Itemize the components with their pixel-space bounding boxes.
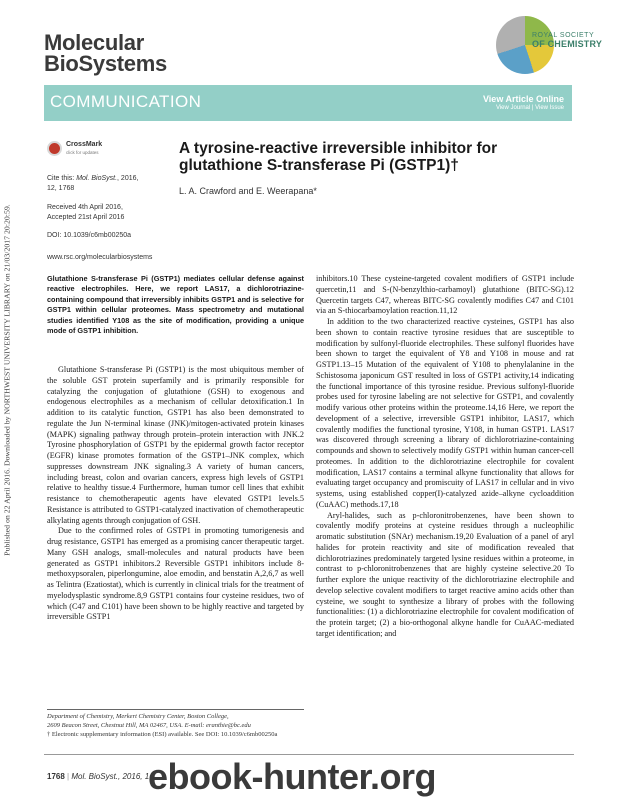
received-date: Received 4th April 2016, — [47, 204, 123, 211]
watermark: ebook-hunter.org — [148, 756, 436, 797]
article-type-banner — [44, 85, 572, 121]
crossmark-badge[interactable] — [47, 140, 109, 158]
body-paragraph: In addition to the two characterized reactive cysteines, GSTP1 has also been shown to contain reactive tyrosine residues that are susceptible to modification by sulfonyl-fluoride electrophiles. These sulfonyl fluorides have been shown to target the equivalent of Y8 and Y108 in mouse and rat GSTP1.13–15 Mutation of the equivalent of Y108 to phenylalanine in the Schistosoma japonicum GST resulted in loss of GSTP1 activity,14 indicating the functional importance of this tyrosine residue. Previous sulfonyl-fluoride probes used for tyrosine labeling are not selective for GSTP1, and covalently modify various other proteins within the proteome.14,16 Here, we report the development of a selective, irreversible GSTP1 inhibitor, LAS17, which covalently modifies the functional tyrosine, Y108, in human GSTP1. LAS17 was discovered through screening a library of dichlorotriazine-containing compounds and shown to selectively modify GSTP1 within human cancer-cell proteomes. In addition to the dichlorotriazine electrophile for covalent modification, LAS17 contains a terminal alkyne functionality that allows for evaluating target occupancy and promiscuity of LAS17 in cellular and in vivo systems, using established copper(I)-catalyzed azide–alkyne cycloaddition (CuAAC) methods.17,18 — [316, 317, 574, 509]
cite-volume-page: 12, 1768 — [47, 184, 75, 192]
cite-label: Cite this: — [47, 175, 75, 182]
article-title-line2: glutathione S-transferase Pi (GSTP1)† — [179, 157, 459, 174]
download-sidebar-text: Published on 22 April 2016. Downloaded by NORTHWEST UNIVERSITY LIBRARY on 21/03/2017 20:20:59. — [2, 204, 12, 556]
view-journal-issue-links[interactable]: View Journal | View Issue — [495, 105, 564, 111]
crossmark-title: CrossMark — [66, 141, 103, 148]
doi[interactable]: DOI: 10.1039/c6mb00250a — [47, 232, 132, 239]
footnotes — [47, 713, 317, 739]
body-column-right — [316, 274, 574, 640]
esi-note: † Electronic supplementary information (ESI) available. See DOI: 10.1039/c6mb00250a — [47, 730, 278, 738]
author-address: 2609 Beacon Street, Chestnut Hill, MA 02467, USA. E-mail: eranthie@bc.edu — [47, 721, 251, 729]
page-footer: 1768 | Mol. BioSyst., 2016, 1 — [47, 772, 150, 781]
footnote-divider — [47, 709, 304, 710]
cite-year: , 2016, — [117, 175, 139, 182]
page-number: 1768 — [47, 772, 65, 781]
rsc-logo — [496, 14, 616, 84]
journal-title-line2: BioSystems — [44, 51, 167, 76]
article-title-line1: A tyrosine-reactive irreversible inhibitor for — [179, 140, 498, 157]
download-sidebar-note — [1, 100, 13, 660]
journal-title[interactable] — [44, 32, 167, 74]
article-dates — [47, 203, 124, 222]
article-type-label: COMMUNICATION — [50, 92, 202, 111]
author-affiliation: Department of Chemistry, Merkert Chemistry Center, Boston College, — [47, 713, 229, 720]
rsc-logo-line1: ROYAL SOCIETY — [532, 32, 595, 39]
crossmark-subtitle: click for updates — [66, 150, 99, 155]
accepted-date: Accepted 21st April 2016 — [47, 213, 125, 221]
abstract: Glutathione S-transferase Pi (GSTP1) mediates cellular defense against reactive electrophiles. Here, we report LAS17, a dichlorotriazine-containing compound that irreversibly inhibits GSTP1 and is selective for GSTP1 within cellular proteomes. Mass spectrometry and mutational studies identified Y108 as the site of modification, providing a unique mode of GSTP1 inhibition. — [47, 274, 304, 336]
citation-info — [47, 174, 138, 193]
journal-website[interactable]: www.rsc.org/molecularbiosystems — [47, 254, 153, 261]
body-paragraph: inhibitors.10 These cysteine-targeted covalent modifiers of GSTP1 include quercetin,11 and S-(N-benzylthio-carbamoyl) glutathione (BITC-SG).12 Quercetin targets C47, whereas BITC-SG covalently modifies C47 and C101 via an S-thiocarbamoylation reaction.11,12 — [316, 274, 574, 316]
body-column-left — [47, 365, 304, 623]
body-paragraph: Due to the confirmed roles of GSTP1 in promoting tumorigenesis and drug resistance, GSTP1 has emerged as a promising cancer therapeutic target. Many GSH analogs, small-molecules and natural products have been generated as GSTP1 inhibitors.2 Reversible GSTP1 inhibitors include 8-methoxypsoralen, piperlongumine, aloe emodin, and benstatin A,2,6,7 as well as Telintra (Ezatiostat), which is currently in clinical trials for the treatment of myelodysplastic syndrome.8,9 GSTP1 contains four cysteine residues, two of which (C47 and C101) have been shown to be highly reactive and targeted by irreversible GSTP1 — [47, 526, 304, 622]
cite-journal: Mol. BioSyst. — [76, 175, 118, 182]
journal-title-line1: Molecular — [44, 30, 144, 55]
crossmark-icon — [47, 141, 62, 156]
view-article-online-link[interactable]: View Article Online — [482, 94, 564, 104]
rsc-logo-line2: OF CHEMISTRY — [532, 39, 603, 49]
body-paragraph: Aryl-halides, such as p-chloronitrobenzenes, have been shown to covalently modify proteins at cysteine residues through a nucleophilic aromatic substitution (SNAr) mechanism.19,20 Evaluation of a panel of aryl halides for protein reactivity and site of modification revealed that dichlorotriazines predominately targeted lysine residues within a proteome, in contrast to p-chloronitrobenzenes that are highly cysteine selective.20 To further explore the unique reactivity of the dichlorotriazine electrophile and develop selective covalent modifiers to target reactive amino acids other than cysteine, we sought to synthesize a library of probes with the following functionalities: (1) a dichlorotriazine electrophile for covalent modification of the protein target; (2) a bio-orthogonal alkyne handle for CuAAC-mediated target identification; and — [316, 510, 574, 638]
footer-citation: Mol. BioSyst., 2016, 1 — [71, 772, 150, 781]
body-paragraph: Glutathione S-transferase Pi (GSTP1) is the most ubiquitous member of the soluble GST protein superfamily and is primarily responsible for catalyzing the conjugation of glutathione (GSH) to exogenous and endogenous electrophiles as a mechanism of cellular detoxification.1 In addition to its catalytic function, GSTP1 has also been demonstrated to regulate the Jun N-terminal kinase (JNK)/mitogen-activated protein kinases (MAPK) signaling pathway through protein–protein interaction with JNK.2 Tyrosine phosphorylation of GSTP1 by the epidermal growth factor receptor (EGFR) kinase promotes formation of the GSTP1–JNK complex, which suppresses downstream JNK signaling.3 A variety of human cancers, including breast, colon and ovarian cancers, express high levels of GSTP1 relative to healthy tissue.4 Furthermore, human tumor cell lines that exhibit resistance to chemotherapeutic agents have elevated GSTP1 levels.5 Resistance is attributed to GSTP1-catalyzed inactivation of chemotherapeutic alkylating agents through conjugation of GSH. — [47, 365, 304, 525]
author-list: L. A. Crawford and E. Weerapana* — [179, 186, 317, 196]
article-title — [179, 140, 497, 174]
page-footer-divider — [44, 754, 574, 755]
